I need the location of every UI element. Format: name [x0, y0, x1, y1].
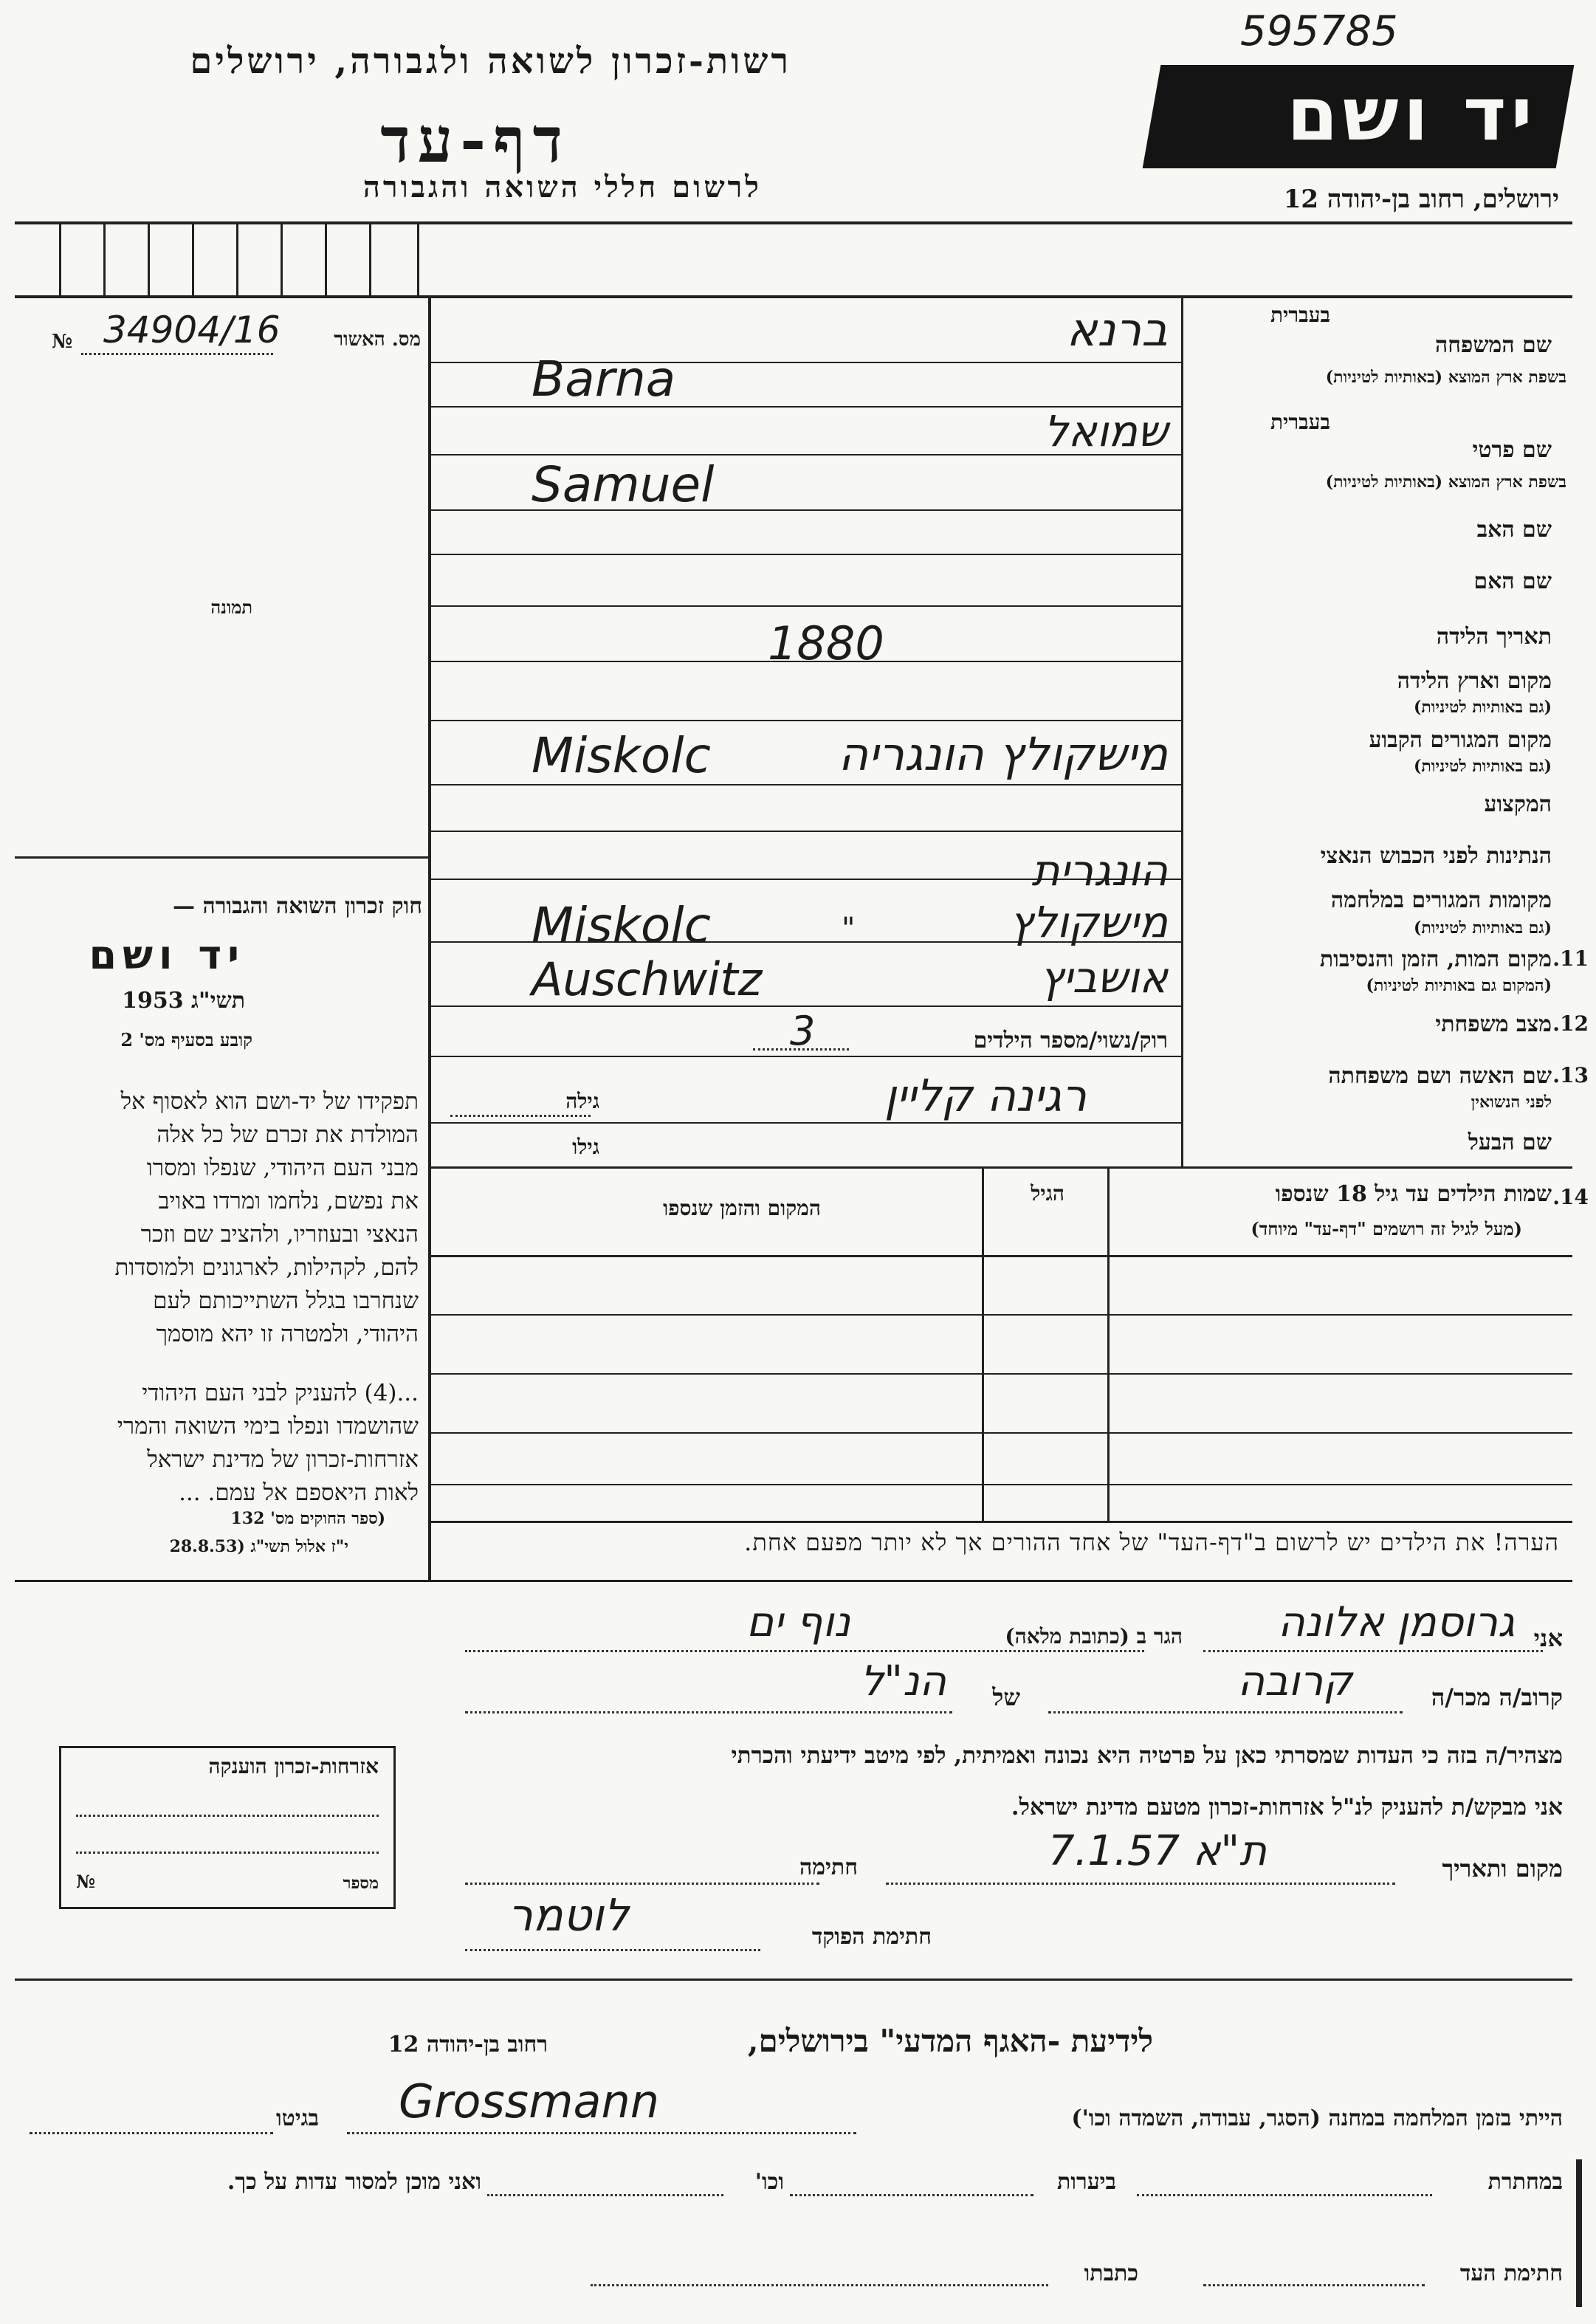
decl-request: אני מבקש/ת להעניק לנ"ל אזרחות-זכרון מטעם מדינת ישראל.	[1011, 1794, 1563, 1821]
footer-ready: ואני מוכן למסור עדות על כך.	[227, 2169, 481, 2195]
decl-statement: מצהיר/ה בזה כי העדות שמסרתי כאן על פרטיה היא נכונה ואמיתית, לפי מיטב ידיעתי והכרתי	[731, 1742, 1563, 1769]
birthplace-label: מקום וארץ הלידה	[1397, 668, 1552, 694]
place-date-label: מקום ותאריך	[1442, 1854, 1563, 1883]
footer-etc-line	[487, 2194, 723, 2196]
witness-signature-label: חתימת העד	[1459, 2261, 1563, 2286]
profession-label: המקצוע	[1484, 791, 1552, 817]
children-table-bottom	[431, 1521, 1572, 1523]
residence-he-value: מישקולץ הונגריה	[838, 727, 1168, 781]
officer-signature-label: חתימת הפוקד	[811, 1924, 932, 1950]
law-paragraph-line: המולדת את זכרם של כל אלה	[156, 1121, 419, 1148]
children-table-title: שמות הילדים עד גיל 18 שנספו	[1275, 1181, 1552, 1207]
field-line-father	[431, 554, 1181, 555]
code-boxes	[15, 221, 436, 295]
witness-signature-line	[1203, 2284, 1425, 2286]
declarant-address-line	[465, 1650, 1144, 1652]
origin-lang-label-2: בשפת ארץ המוצא (באותיות לטיניות)	[1325, 472, 1566, 492]
footer-ghetto: בגיטו	[275, 2105, 319, 2131]
death-label: מקום המות, הזמן והנסיבות	[1319, 946, 1552, 972]
citizenship-box	[59, 1746, 396, 1909]
law-year: תשי"ג 1953	[122, 988, 245, 1014]
officer-signature-line	[465, 1949, 760, 1951]
place-date-line	[886, 1883, 1395, 1885]
citizenship-line-2	[76, 1852, 379, 1854]
field-line-husband	[431, 1166, 1572, 1169]
wife-name-note: לפני הנשואין	[1471, 1093, 1552, 1112]
relation-line	[1048, 1711, 1403, 1713]
field-number-13: 13.	[1552, 1063, 1589, 1087]
law-paragraph-line: את נפשם, נלחמו ומרדו באויב	[158, 1188, 419, 1214]
war-residence-latin-value: Miskolc	[532, 897, 711, 954]
relation-label: קרוב/ה מכר/ה	[1431, 1683, 1563, 1711]
wife-name-value: רגינה קליין	[884, 1070, 1087, 1122]
family-name-he-value: ברנא	[1066, 303, 1168, 357]
approval-line	[81, 353, 273, 355]
children-count-line	[753, 1048, 849, 1051]
signature-label: חתימה	[799, 1854, 858, 1880]
footer-camp-value: Grossmann	[399, 2074, 660, 2128]
approval-label: מס. האשור	[334, 329, 421, 351]
children-row-4	[431, 1484, 1572, 1485]
wife-name-label: שם האשה ושם משפחתה	[1328, 1063, 1552, 1089]
law-title: חוק זכרון השואה והגבורה —	[173, 893, 422, 919]
children-header-line	[431, 1255, 1572, 1257]
decl-ani: אני	[1533, 1624, 1563, 1652]
logo-text: יד ושם	[1287, 71, 1537, 157]
footer-etc: וכו'	[754, 2169, 784, 2195]
footer-ghetto-line	[30, 2132, 273, 2134]
in-hebrew-1: בעברית	[1270, 303, 1330, 327]
children-row-1	[431, 1314, 1572, 1316]
remark: הערה! את הילדים יש לרשום ב"דף-העד" של אחד ההורים אך לא יותר מפעם אחת.	[744, 1528, 1559, 1556]
citizenship-number-symbol: №	[76, 1871, 96, 1892]
field-line-marital	[431, 1056, 1181, 1057]
citizenship-number-label: מספר	[343, 1874, 379, 1893]
children-col-divider-1	[982, 1169, 984, 1523]
law-box-top	[15, 856, 428, 859]
citizenship-box-title: אזרחות-זכרון הוענקה	[208, 1754, 379, 1778]
signature-line	[465, 1883, 819, 1885]
approval-number: 34904/16	[103, 309, 281, 351]
father-name-label: שם האב	[1476, 517, 1552, 543]
field-line-mother	[431, 605, 1181, 607]
war-residence-latin-note: (גם באותיות לטיניות)	[1413, 918, 1552, 938]
war-residence-he-value: מישקולץ	[1009, 897, 1168, 947]
header-divider-2	[15, 295, 1572, 298]
of-label: של	[992, 1683, 1020, 1711]
footer-underground-line	[1137, 2194, 1432, 2196]
first-name-he-value: שמואל	[1043, 406, 1168, 456]
officer-signature-value: לוטמר	[508, 1890, 629, 1942]
form-subtitle: לרשום חללי השואה והגבורה	[362, 170, 762, 204]
header-address: ירושלים, רחוב בן-יהודה 12	[1283, 185, 1559, 214]
field-number-14: 14.	[1552, 1185, 1589, 1209]
wife-age-label: גילה	[565, 1089, 599, 1113]
law-paragraph-line: תפקידו של יד-ושם הוא לאסוף אל	[120, 1088, 419, 1115]
photo-label: תמונה	[210, 597, 252, 618]
of-value: הנ"ל	[860, 1657, 946, 1705]
footer-underground: במחתרת	[1487, 2169, 1563, 2195]
origin-lang-label-1: בשפת ארץ המוצא (באותיות לטיניות)	[1325, 368, 1566, 387]
law-ref: (ספר החוקים מס' 132	[230, 1509, 385, 1528]
law-paragraph-2-line: ...(4) להעניק לבני העם היהודי	[142, 1380, 419, 1406]
place-date-value: 7.1.57 ת"א	[1048, 1827, 1267, 1875]
family-name-latin-value: Barna	[532, 351, 676, 408]
children-col-divider-2	[1107, 1169, 1110, 1523]
children-row-2	[431, 1373, 1572, 1375]
law-paragraph-2-line: שהושמדו ונפלו בימי השואה והמרי	[117, 1413, 419, 1440]
law-paragraph-2	[5, 1377, 419, 1510]
archive-number: 595785	[1240, 7, 1398, 55]
declarant-name-value: גרוסמן אלונה	[1278, 1598, 1515, 1646]
residence-latin-note: (גם באותיות לטיניות)	[1413, 757, 1552, 776]
husband-age-label: גילו	[572, 1135, 599, 1159]
nationality-label: הנתינות לפני הכבוש הנאצי	[1320, 843, 1552, 869]
mother-name-label: שם האם	[1473, 568, 1552, 594]
children-col-age: הגיל	[1031, 1181, 1064, 1206]
war-residence-label: מקומות המגורים במלחמה	[1330, 887, 1552, 913]
wife-age-line	[450, 1115, 591, 1117]
citizenship-line-1	[76, 1815, 379, 1817]
law-ref-date: י"ז אלול תשי"ג (28.8.53	[169, 1537, 348, 1556]
residence-label: מקום המגורים הקבוע	[1369, 727, 1552, 753]
law-paragraph-line: שנחרבו בגלל השתייכותם לעם	[153, 1288, 419, 1314]
form-title: דף-עד	[380, 103, 570, 176]
marital-status-label: מצב משפחתי	[1435, 1011, 1552, 1037]
children-col-place: המקום והזמן שנספו	[663, 1196, 821, 1220]
birthplace-latin-note: (גם באותיות לטיניות)	[1413, 698, 1552, 717]
law-paragraph-2-line: לאות היאספם אל עמם. ...	[179, 1479, 419, 1506]
label-column-border	[1181, 295, 1183, 1166]
relation-value: קרובה	[1237, 1657, 1352, 1705]
edge-mark	[1576, 2159, 1582, 2307]
field-number-11: 11.	[1552, 946, 1589, 971]
first-name-label: שם פרטי	[1472, 437, 1552, 463]
approval-symbol: №	[52, 331, 73, 353]
law-paragraph-line: הנאצי ובעוזריו, ולהציב שם וזכר	[140, 1221, 419, 1248]
ditto-mark: "	[842, 912, 856, 946]
birth-date-label: תאריך הלידה	[1436, 624, 1552, 650]
law-paragraph-line: מבני העם היהודי, שנפלו ומסרו	[146, 1155, 419, 1181]
declarant-address-value: נוף ים	[746, 1598, 850, 1646]
children-count-value: 3	[790, 1008, 816, 1054]
in-hebrew-2: בעברית	[1270, 410, 1330, 434]
decl-living-at: הגר ב (כתובת מלאה)	[1005, 1624, 1183, 1649]
declarant-name-line	[1203, 1650, 1543, 1652]
witness-address-label: כתבתו	[1084, 2261, 1138, 2286]
org-line: רשות-זכרון לשואה ולגבורה, ירושלים	[190, 41, 791, 82]
death-he-value: אושביץ	[1039, 952, 1168, 1003]
footer-title: לידיעת -האגף המדעי" בירושלים,	[747, 2023, 1153, 2059]
death-latin-value: Auschwitz	[532, 952, 763, 1006]
field-number-12: 12.	[1552, 1011, 1589, 1036]
footer-divider	[15, 1979, 1572, 1981]
footer-forests: ביערות	[1056, 2169, 1116, 2195]
law-name: יד ושם	[89, 932, 245, 978]
law-paragraph-line: להם, לקהילות, לארגונים ולמוסדות	[114, 1254, 419, 1281]
left-column-border	[428, 295, 431, 1580]
of-line	[465, 1711, 952, 1713]
footer-address: רחוב בן-יהודה 12	[388, 2032, 548, 2057]
residence-latin-value: Miskolc	[532, 727, 711, 784]
footer-forests-line	[790, 2194, 1033, 2196]
marital-options: רוק/נשוי/מספר הילדים	[973, 1028, 1168, 1053]
law-paragraph-line: היהודי, ולמטרה זו יהא מוסמך	[156, 1321, 419, 1347]
footer-was-in: הייתי בזמן המלחמה במחנה (הסגר, עבודה, השמדה וכו')	[1071, 2105, 1563, 2131]
field-line-birthplace	[431, 720, 1181, 721]
death-latin-note: (המקום גם באותיות לטיניות)	[1366, 976, 1552, 995]
children-table-note: (מעל לגיל זה רושמים "דף-עד" מיוחד)	[1251, 1218, 1522, 1240]
field-line-residence	[431, 784, 1181, 785]
nationality-value: הונגרית	[1031, 845, 1168, 895]
law-clause: קובע בסעיף מס' 2	[120, 1029, 252, 1051]
first-name-latin-value: Samuel	[532, 456, 715, 513]
remark-bottom	[15, 1580, 1572, 1582]
law-paragraph-2-line: אזרחות-זכרון של מדינת ישראל	[147, 1446, 419, 1473]
field-line-profession	[431, 831, 1181, 832]
footer-camp-line	[347, 2132, 856, 2134]
husband-name-label: שם הבעל	[1468, 1130, 1552, 1155]
law-paragraph	[5, 1085, 419, 1351]
field-line-wife	[431, 1122, 1181, 1124]
children-row-3	[431, 1432, 1572, 1434]
birth-date-value: 1880	[768, 616, 884, 670]
family-name-label: שם המשפחה	[1434, 332, 1552, 358]
witness-address-line	[591, 2284, 1048, 2286]
